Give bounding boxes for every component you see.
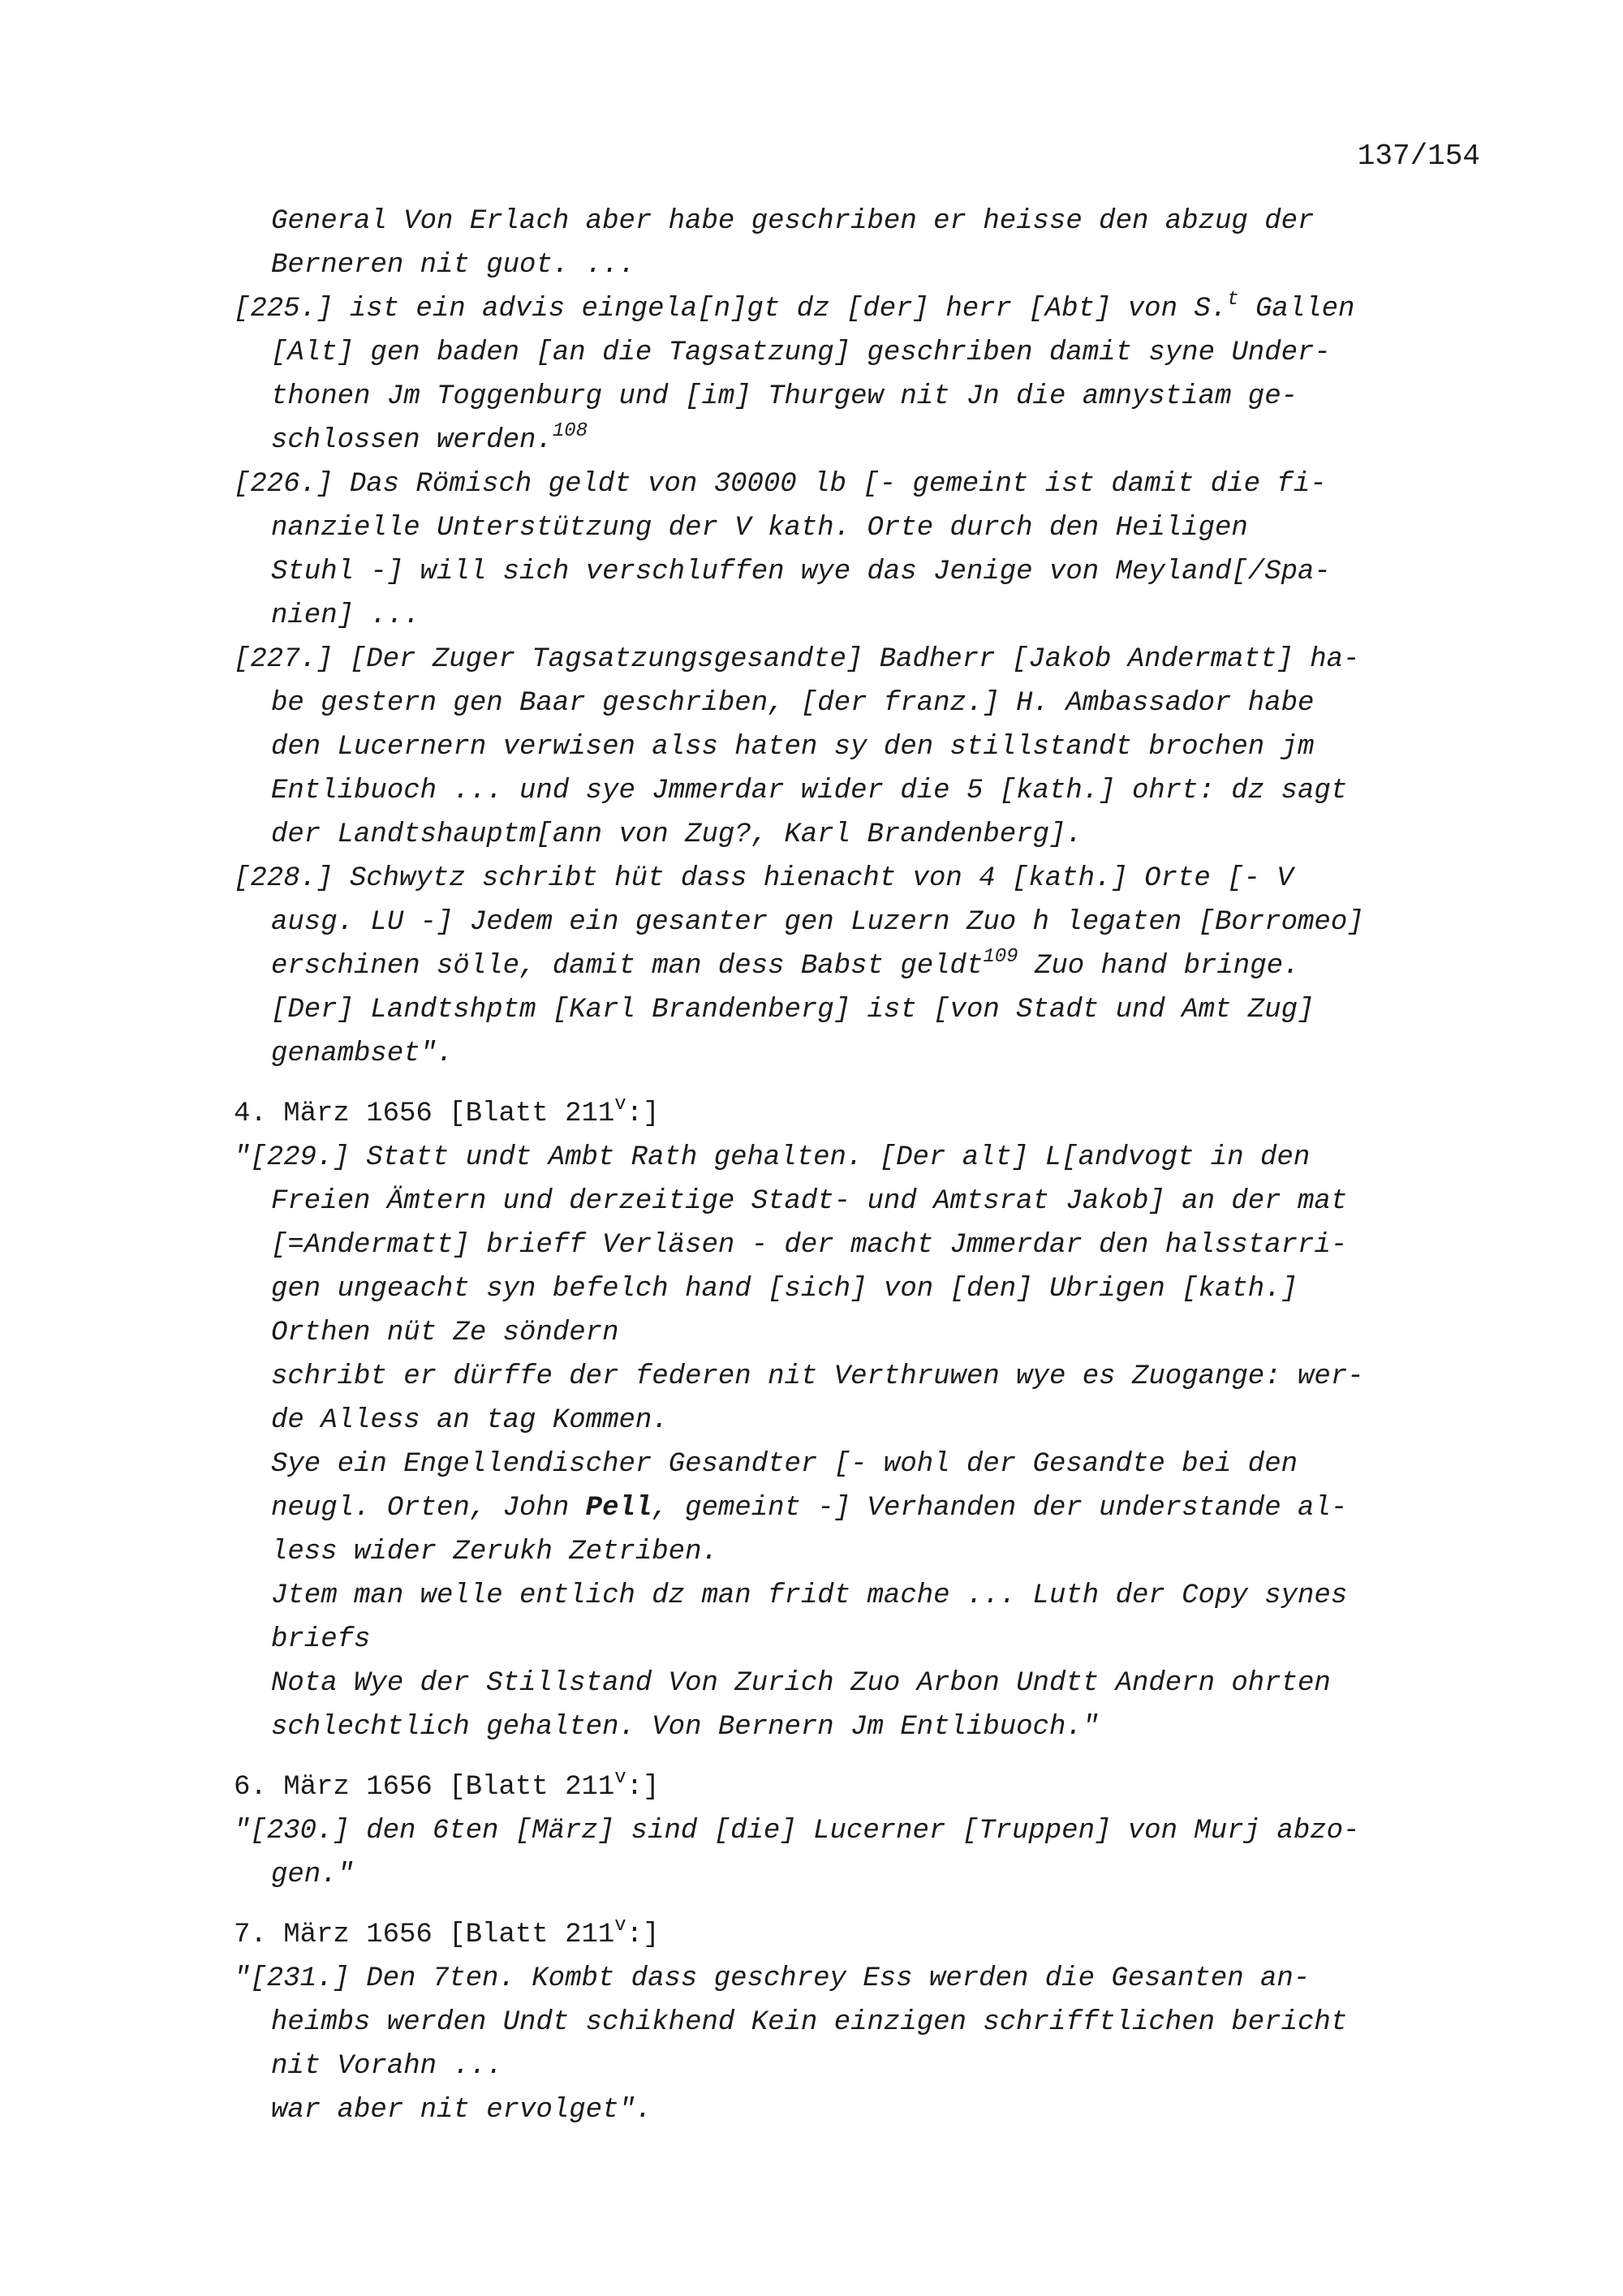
text-line: [227.] [Der Zuger Tagsatzungsgesandte] Badherr [Jakob Andermatt] ha- bbox=[234, 644, 1360, 675]
text-line: 7. März 1656 [Blatt 211$^v$:] bbox=[234, 1914, 660, 1950]
superscript: v bbox=[614, 1766, 626, 1789]
text-line: [Alt] gen baden [an die Tagsatzung] geschriben damit syne Under- bbox=[271, 338, 1331, 368]
text-line: erschinen sölle, damit man dess Babst geldt$^{109}$ Zuo hand bringe. bbox=[271, 945, 1300, 982]
text-line: Stuhl -] will sich verschluffen wye das Jenige von Meyland[/Spa- bbox=[271, 557, 1331, 587]
text-line: Berneren nit guot. ... bbox=[271, 250, 635, 281]
text-line: den Lucernern verwisen alss haten sy den stillstandt brochen jm bbox=[271, 732, 1315, 763]
text-line: "[231.] Den 7ten. Kombt dass geschrey Ess werden die Gesanten an- bbox=[234, 1963, 1311, 1994]
document-body bbox=[234, 200, 1483, 2132]
bold-name: Pell bbox=[585, 1493, 652, 1524]
superscript: v bbox=[614, 1093, 626, 1116]
superscript: t bbox=[1227, 288, 1239, 311]
text-line: [228.] Schwytz schribt hüt dass hienacht von 4 [kath.] Orte [- V bbox=[234, 863, 1294, 894]
superscript: v bbox=[614, 1914, 626, 1937]
text-line: less wider Zerukh Zetriben. bbox=[271, 1537, 718, 1567]
text-line: [225.] ist ein advis eingela[n]gt dz [der] herr [Abt] von S.$^t$ Gallen bbox=[234, 288, 1355, 325]
paragraph-gap bbox=[234, 1076, 1483, 1092]
text-line: war aber nit ervolget". bbox=[271, 2095, 652, 2126]
text-line: [226.] Das Römisch geldt von 30000 lb [- gemeint ist damit die fi- bbox=[234, 469, 1327, 500]
superscript: 108 bbox=[552, 419, 588, 442]
text-line: heimbs werden Undt schikhend Kein einzigen schrifftlichen bericht bbox=[271, 2007, 1348, 2038]
text-line: Orthen nüt Ze söndern bbox=[271, 1318, 619, 1348]
text-line: 4. März 1656 [Blatt 211$^v$:] bbox=[234, 1093, 660, 1129]
text-line: schribt er dürffe der federen nit Verthruwen wye es Zuogange: wer- bbox=[271, 1361, 1364, 1392]
text-line: nanzielle Unterstützung der V kath. Orte durch den Heiligen bbox=[271, 513, 1248, 544]
text-line: der Landtshauptm[ann von Zug?, Karl Brandenberg]. bbox=[271, 819, 1083, 850]
text-line: thonen Jm Toggenburg und [im] Thurgew nit Jn die amnystiam ge- bbox=[271, 381, 1298, 412]
text-line: General Von Erlach aber habe geschriben er heisse den abzug der bbox=[271, 206, 1315, 237]
text-line: gen." bbox=[271, 1860, 355, 1890]
text-line: [=Andermatt] brieff Verläsen - der macht Jmmerdar den halsstarri- bbox=[271, 1230, 1348, 1261]
text-line: nien] ... bbox=[271, 600, 420, 631]
paragraph-gap bbox=[234, 1749, 1483, 1765]
text-line: genambset". bbox=[271, 1038, 454, 1069]
text-line: neugl. Orten, John Pell, gemeint -] Verhanden der understande al- bbox=[271, 1493, 1348, 1524]
superscript: 109 bbox=[983, 945, 1018, 968]
text-line: Sye ein Engellendischer Gesandter [- wohl der Gesandte bei den bbox=[271, 1449, 1298, 1480]
text-line: briefs bbox=[271, 1624, 371, 1655]
text-line: "[229.] Statt undt Ambt Rath gehalten. [Der alt] L[andvogt in den bbox=[234, 1142, 1311, 1173]
text-line: Entlibuoch ... und sye Jmmerdar wider die 5 [kath.] ohrt: dz sagt bbox=[271, 776, 1348, 806]
text-line: schlechtlich gehalten. Von Bernern Jm Entlibuoch." bbox=[271, 1712, 1100, 1743]
text-line: be gestern gen Baar geschriben, [der franz.] H. Ambassador habe bbox=[271, 688, 1315, 719]
text-line: "[230.] den 6ten [März] sind [die] Lucerner [Truppen] von Murj abzo- bbox=[234, 1816, 1360, 1847]
text-line: gen ungeacht syn befelch hand [sich] von [den] Ubrigen [kath.] bbox=[271, 1274, 1298, 1305]
paragraph-gap bbox=[234, 1897, 1483, 1913]
text-line: Nota Wye der Stillstand Von Zurich Zuo Arbon Undtt Andern ohrten bbox=[271, 1668, 1331, 1699]
text-line: nit Vorahn ... bbox=[271, 2051, 503, 2082]
text-line: Jtem man welle entlich dz man fridt mache ... Luth der Copy synes bbox=[271, 1580, 1348, 1611]
text-line: 6. März 1656 [Blatt 211$^v$:] bbox=[234, 1766, 660, 1803]
page-number: 137/154 bbox=[1357, 140, 1480, 173]
text-line: Freien Ämtern und derzeitige Stadt- und Amtsrat Jakob] an der mat bbox=[271, 1186, 1348, 1217]
text-line: de Alless an tag Kommen. bbox=[271, 1405, 669, 1436]
text-line: [Der] Landtshptm [Karl Brandenberg] ist [von Stadt und Amt Zug] bbox=[271, 995, 1315, 1025]
text-line: ausg. LU -] Jedem ein gesanter gen Luzern Zuo h legaten [Borromeo] bbox=[271, 907, 1364, 938]
text-line: schlossen werden.$^{108}$ bbox=[271, 419, 588, 456]
